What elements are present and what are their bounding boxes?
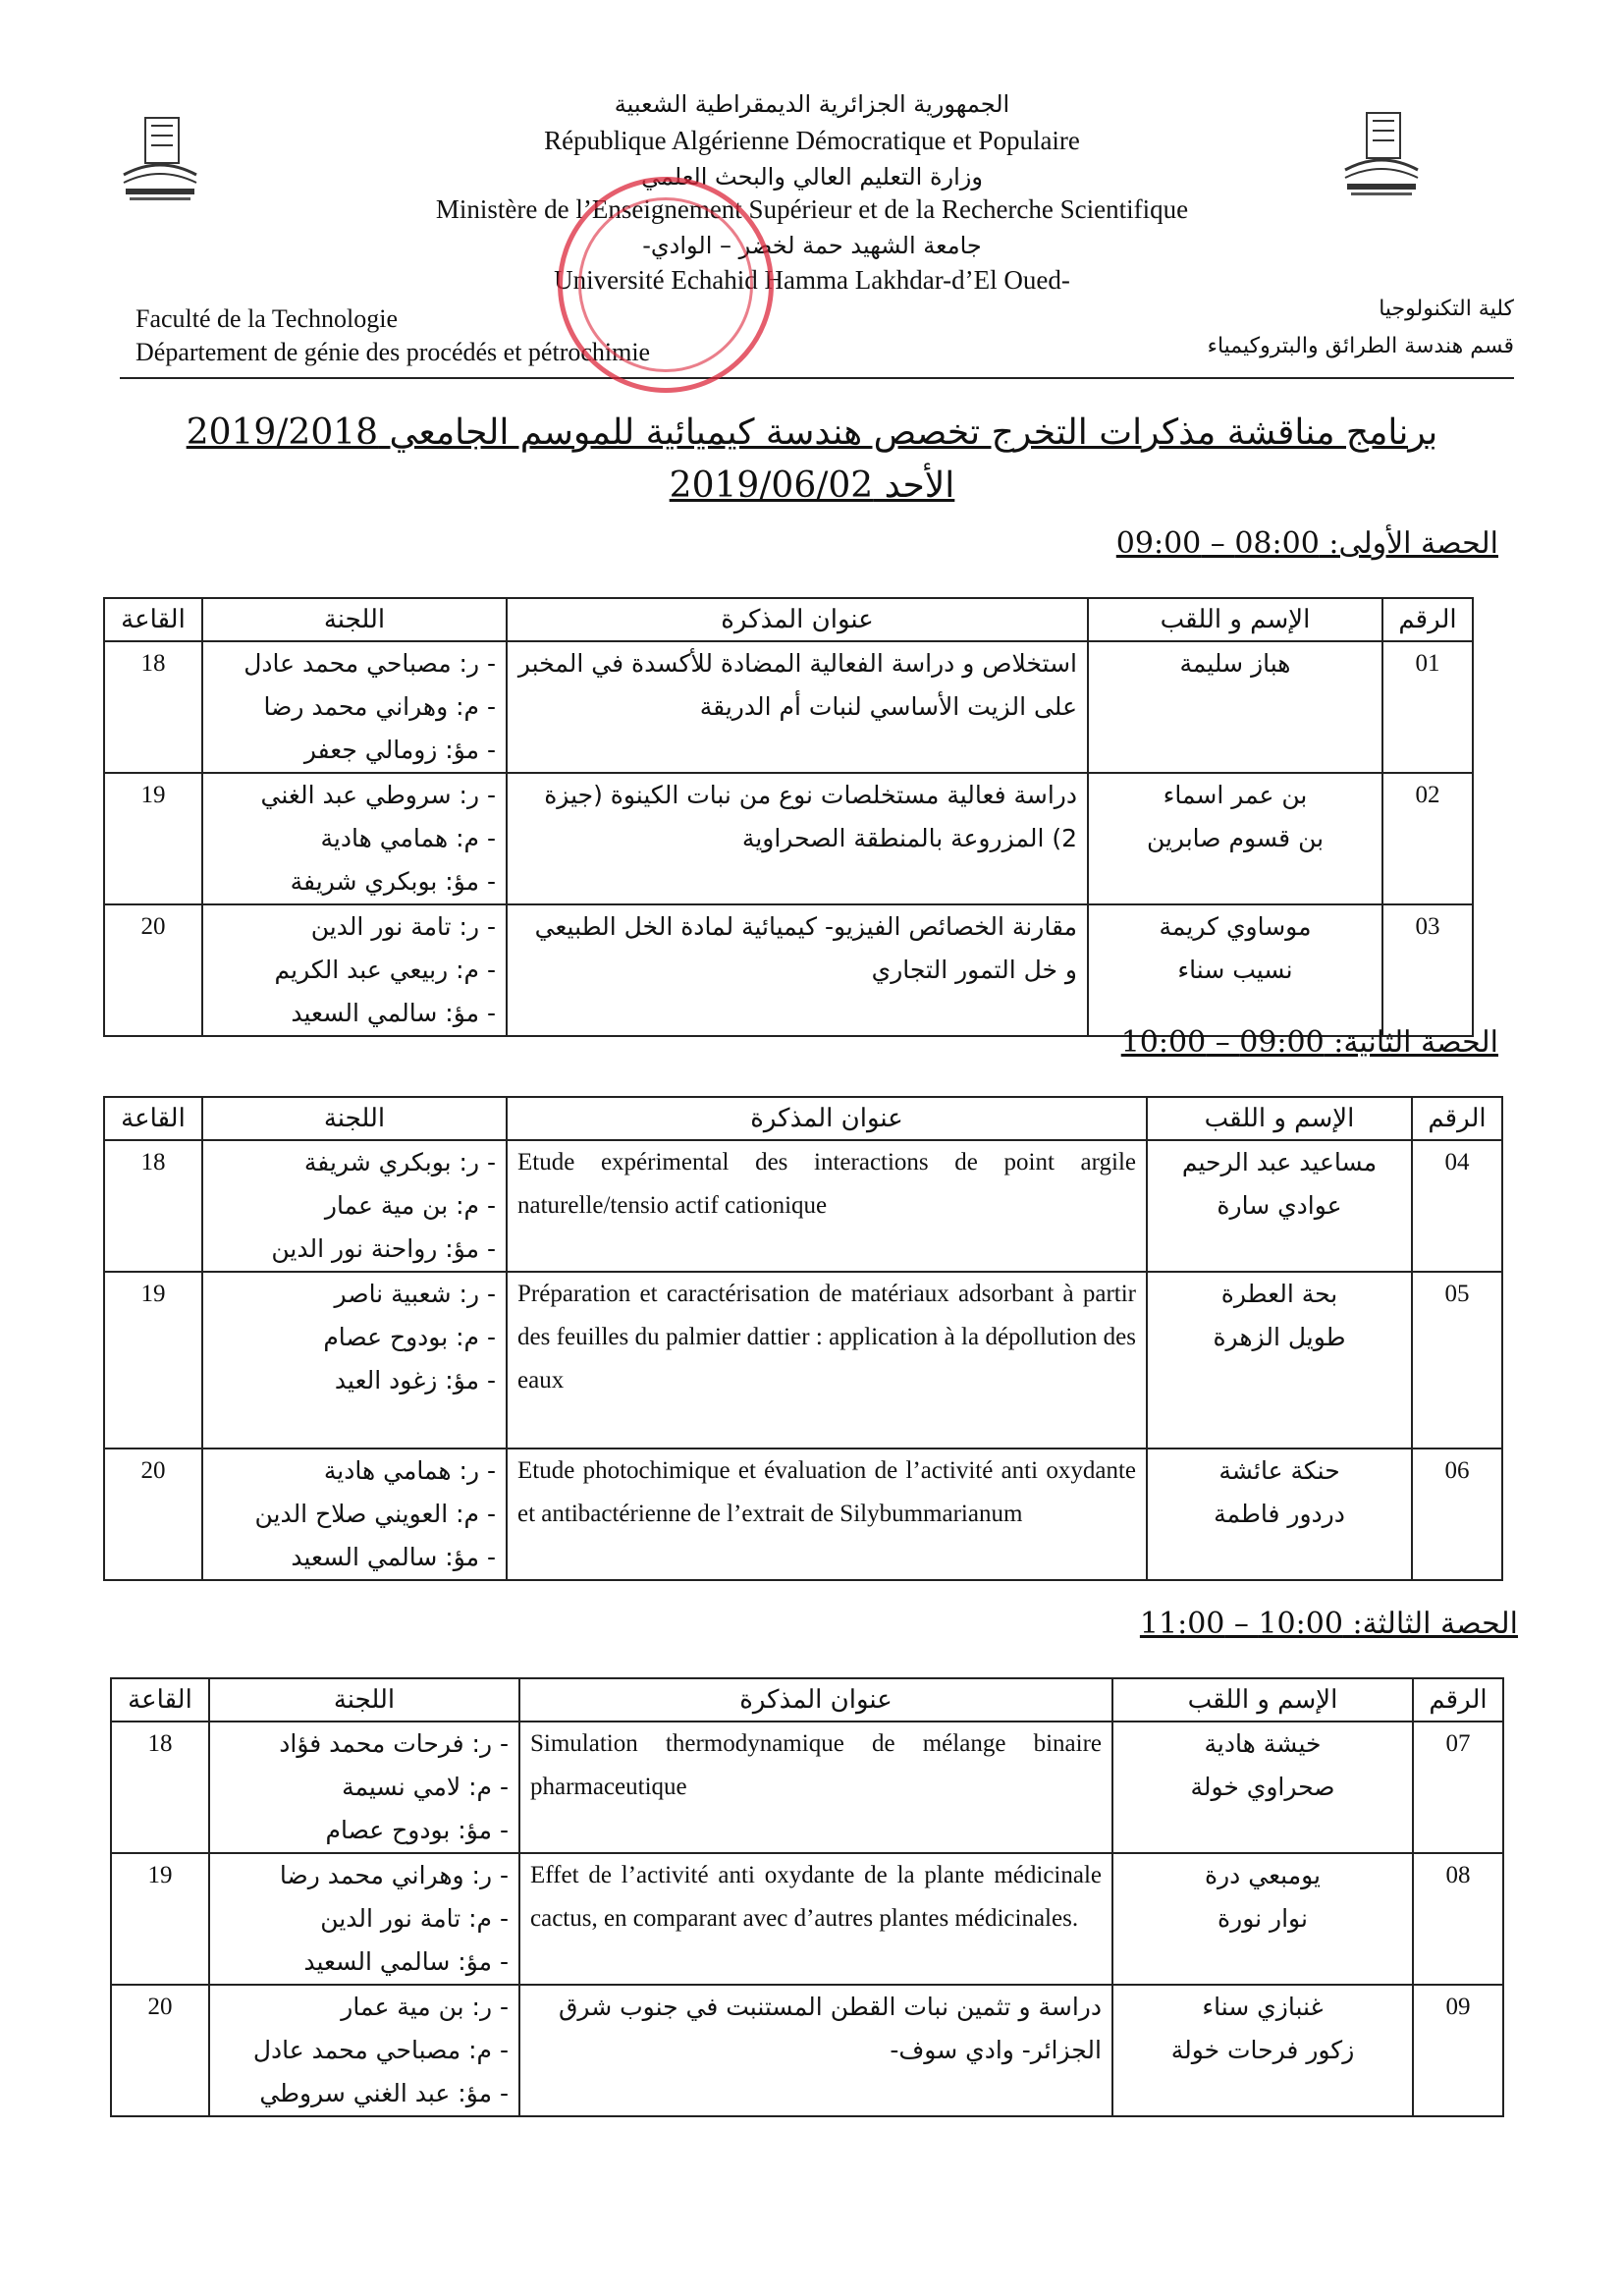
student-names (1088, 641, 1382, 773)
thesis-title (519, 1985, 1112, 2116)
jury-member: - ر: بن مية عمار (341, 1993, 509, 2021)
room-number: 20 (104, 1449, 202, 1580)
jury-member: - م: لامي نسيمة (342, 1773, 509, 1801)
jury-member: - م: مصباحي محمد عادل (252, 2036, 509, 2064)
thesis-title-line: 2) المزروعة بالمنطقة الصحراوية (741, 824, 1077, 852)
student-name: صحراوي خولة (1190, 1773, 1335, 1801)
thesis-title-line: مقارنة الخصائص الفيزيو- كيميائية لمادة الخل الطبيعي (534, 912, 1077, 941)
thesis-title (507, 641, 1088, 773)
student-name: بن قسوم صابرين (1146, 824, 1325, 852)
jury-member: - م: وهراني محمد رضا (263, 692, 496, 721)
thesis-title-line: استخلاص و دراسة الفعالية المضادة للأكسدة في المخبر (517, 649, 1077, 678)
col-header-name: الإسم و اللقب (1088, 598, 1382, 641)
thesis-title-line: Etude photochimique et évaluation de l’activité anti oxydante et antibactérienne de l’extrait de Silybummarianum (517, 1457, 1136, 1527)
jury-members (202, 773, 507, 904)
schedule-table (103, 1096, 1503, 1581)
thesis-title-line: دراسة و تثمين نبات القطن المستنبت في جنوب شرق (559, 1993, 1102, 2021)
jury-member: - مؤ: سالمي السعيد (303, 1947, 509, 1976)
student-names (1147, 1272, 1412, 1449)
header-fr-faculty: Faculté de la Technologie (135, 304, 398, 333)
student-name: زكور فرحات خولة (1170, 2036, 1355, 2064)
official-stamp (558, 177, 774, 393)
student-name: موساوي كريمة (1159, 912, 1312, 941)
jury-member: - م: العويني صلاح الدين (254, 1500, 496, 1528)
student-names (1112, 1853, 1413, 1985)
thesis-title (519, 1722, 1112, 1853)
table-row (111, 1985, 1503, 2116)
jury-member: - ر: مصباحي محمد عادل (244, 649, 496, 678)
table-row (104, 1140, 1502, 1272)
thesis-title (507, 773, 1088, 904)
thesis-title (507, 1272, 1147, 1449)
schedule-table (103, 597, 1474, 1037)
jury-member: - م: بن مية عمار (324, 1191, 496, 1220)
thesis-title-line: Simulation thermodynamique de mélange binaire pharmaceutique (530, 1730, 1102, 1800)
jury-members (202, 641, 507, 773)
student-name: خيشة هادية (1204, 1729, 1322, 1758)
thesis-title-line: Etude expérimental des interactions de point argile naturelle/tensio actif cationique (517, 1149, 1136, 1219)
jury-member: - مؤ: بودوح عصام (325, 1816, 509, 1844)
col-header-room: القاعة (111, 1678, 209, 1722)
header-ar-department: قسم هندسة الطرائق والبتروكيمياء (1207, 334, 1514, 358)
jury-members (202, 904, 507, 1036)
session-label: الحصة الثانية: 09:00 – 10:00 (1120, 1025, 1498, 1060)
jury-members (209, 1985, 519, 2116)
room-number: 18 (104, 1140, 202, 1272)
room-number: 20 (111, 1985, 209, 2116)
jury-member: - ر: تامة نور الدين (310, 912, 496, 941)
jury-members (202, 1449, 507, 1580)
header-ar-faculty: كلية التكنولوجيا (1379, 297, 1514, 321)
col-header-number: الرقم (1413, 1678, 1503, 1722)
row-number: 09 (1413, 1985, 1503, 2116)
header-ar-university: جامعة الشهيد حمة لخضر – الوادي- (642, 232, 982, 259)
student-names (1147, 1140, 1412, 1272)
row-number: 08 (1413, 1853, 1503, 1985)
col-header-jury: اللجنة (209, 1678, 519, 1722)
jury-member: - مؤ: بوبكري شريفة (290, 867, 496, 896)
row-number: 03 (1382, 904, 1473, 1036)
table-row (104, 904, 1473, 1036)
jury-member: - ر: همامي هادية (323, 1456, 496, 1485)
program-title: برنامج مناقشة مذكرات التخرج تخصص هندسة كيميائية للموسم الجامعي 2019/2018 (186, 412, 1438, 453)
jury-member: - مؤ: عبد الغني سروطي (259, 2079, 509, 2107)
row-number: 06 (1412, 1449, 1502, 1580)
jury-members (209, 1853, 519, 1985)
jury-member: - ر: شعبية ناصر (334, 1280, 496, 1308)
schedule-table (110, 1677, 1504, 2117)
table-row (111, 1853, 1503, 1985)
table-row (104, 641, 1473, 773)
student-name: مساعيد عبد الرحيم (1181, 1148, 1378, 1176)
jury-member: - ر: سروطي عبد الغني (260, 781, 496, 809)
col-header-name: الإسم و اللقب (1112, 1678, 1413, 1722)
table-row (104, 773, 1473, 904)
thesis-title (507, 904, 1088, 1036)
jury-member: - م: تامة نور الدين (320, 1904, 509, 1933)
col-header-room: القاعة (104, 598, 202, 641)
student-name: يومبعي درة (1205, 1861, 1321, 1889)
student-names (1112, 1722, 1413, 1853)
thesis-title-line: Préparation et caractérisation de matériaux adsorbant à partir des feuilles du palmier dattier : application à la dépollution des eaux (517, 1281, 1136, 1394)
jury-member: - مؤ: سالمي السعيد (291, 999, 496, 1027)
col-header-title: عنوان المذكرة (507, 598, 1088, 641)
header-fr-ministry: Ministère de l’Enseignement Supérieur et de la Recherche Scientifique (435, 194, 1189, 224)
header-ar-ministry: وزارة التعليم العالي والبحث العلمي (641, 163, 983, 191)
jury-members (202, 1140, 507, 1272)
jury-member: - مؤ: زومالي جعفر (303, 736, 496, 764)
jury-member: - مؤ: رواحنة نور الدين (271, 1234, 496, 1263)
jury-member: - م: بودوح عصام (323, 1323, 496, 1351)
col-header-number: الرقم (1412, 1097, 1502, 1140)
thesis-title-line: و خل التمور التجاري (871, 956, 1077, 984)
thesis-title (507, 1140, 1147, 1272)
table-row (104, 1272, 1502, 1449)
program-date: الأحد 2019/06/02 (669, 465, 955, 506)
col-header-jury: اللجنة (202, 1097, 507, 1140)
session-label: الحصة الأولى: 08:00 – 09:00 (1115, 526, 1498, 561)
student-name: عوادي سارة (1217, 1191, 1342, 1220)
student-names (1088, 904, 1382, 1036)
student-names (1112, 1985, 1413, 2116)
col-header-jury: اللجنة (202, 598, 507, 641)
row-number: 07 (1413, 1722, 1503, 1853)
jury-member: - م: همامي هادية (320, 824, 496, 852)
student-name: طويل الزهرة (1213, 1323, 1346, 1351)
table-row (104, 1449, 1502, 1580)
room-number: 18 (104, 641, 202, 773)
thesis-title-line: Effet de l’activité anti oxydante de la plante médicinale cactus, en comparant avec d’autres plantes médicinales. (530, 1862, 1102, 1932)
header-divider (120, 377, 1514, 379)
room-number: 19 (104, 1272, 202, 1449)
col-header-title: عنوان المذكرة (519, 1678, 1112, 1722)
header-fr-republic: République Algérienne Démocratique et Populaire (544, 126, 1080, 155)
student-name: بن عمر اسماء (1163, 781, 1308, 809)
jury-member: - ر: وهراني محمد رضا (279, 1861, 509, 1889)
header-fr-department: Département de génie des procédés et pétrochimie (135, 338, 651, 366)
header-fr-university: Université Echahid Hamma Lakhdar-d’El Oued- (554, 265, 1070, 295)
session-label: الحصة الثالثة: 10:00 – 11:00 (1139, 1607, 1518, 1641)
thesis-title (519, 1853, 1112, 1985)
jury-member: - ر: بوبكري شريفة (303, 1148, 496, 1176)
student-name: نوار نورة (1218, 1904, 1308, 1933)
room-number: 19 (111, 1853, 209, 1985)
student-names (1088, 773, 1382, 904)
student-name: غنبازي سناء (1202, 1993, 1324, 2021)
room-number: 20 (104, 904, 202, 1036)
jury-member: - مؤ: سالمي السعيد (291, 1543, 496, 1571)
thesis-title (507, 1449, 1147, 1580)
jury-member: - م: ربيعي عبد الكريم (274, 956, 496, 984)
jury-member: - ر: فرحات محمد فؤاد (279, 1729, 509, 1758)
room-number: 19 (104, 773, 202, 904)
student-name: دردور فاطمة (1214, 1500, 1345, 1528)
jury-member: - مؤ: زغود العيد (334, 1366, 496, 1394)
room-number: 18 (111, 1722, 209, 1853)
row-number: 02 (1382, 773, 1473, 904)
student-name: حنكة عائشة (1218, 1456, 1340, 1485)
thesis-title-line: الجزائر- وادي سوف- (890, 2036, 1102, 2064)
student-names (1147, 1449, 1412, 1580)
col-header-title: عنوان المذكرة (507, 1097, 1147, 1140)
header-ar-republic: الجمهورية الجزائرية الديمقراطية الشعبية (614, 90, 1010, 118)
student-name: بحة العطرة (1220, 1280, 1338, 1308)
jury-members (202, 1272, 507, 1449)
row-number: 05 (1412, 1272, 1502, 1449)
thesis-title-line: على الزيت الأساسي لنبات أم الدريقة (699, 692, 1077, 721)
col-header-name: الإسم و اللقب (1147, 1097, 1412, 1140)
student-name: هباز سليمة (1179, 649, 1291, 678)
student-name: نسيب سناء (1177, 956, 1293, 984)
col-header-room: القاعة (104, 1097, 202, 1140)
row-number: 04 (1412, 1140, 1502, 1272)
table-row (111, 1722, 1503, 1853)
jury-members (209, 1722, 519, 1853)
col-header-number: الرقم (1382, 598, 1473, 641)
thesis-title-line: دراسة فعالية مستخلصات نوع من نبات الكينوة (جيزة (544, 781, 1077, 809)
row-number: 01 (1382, 641, 1473, 773)
